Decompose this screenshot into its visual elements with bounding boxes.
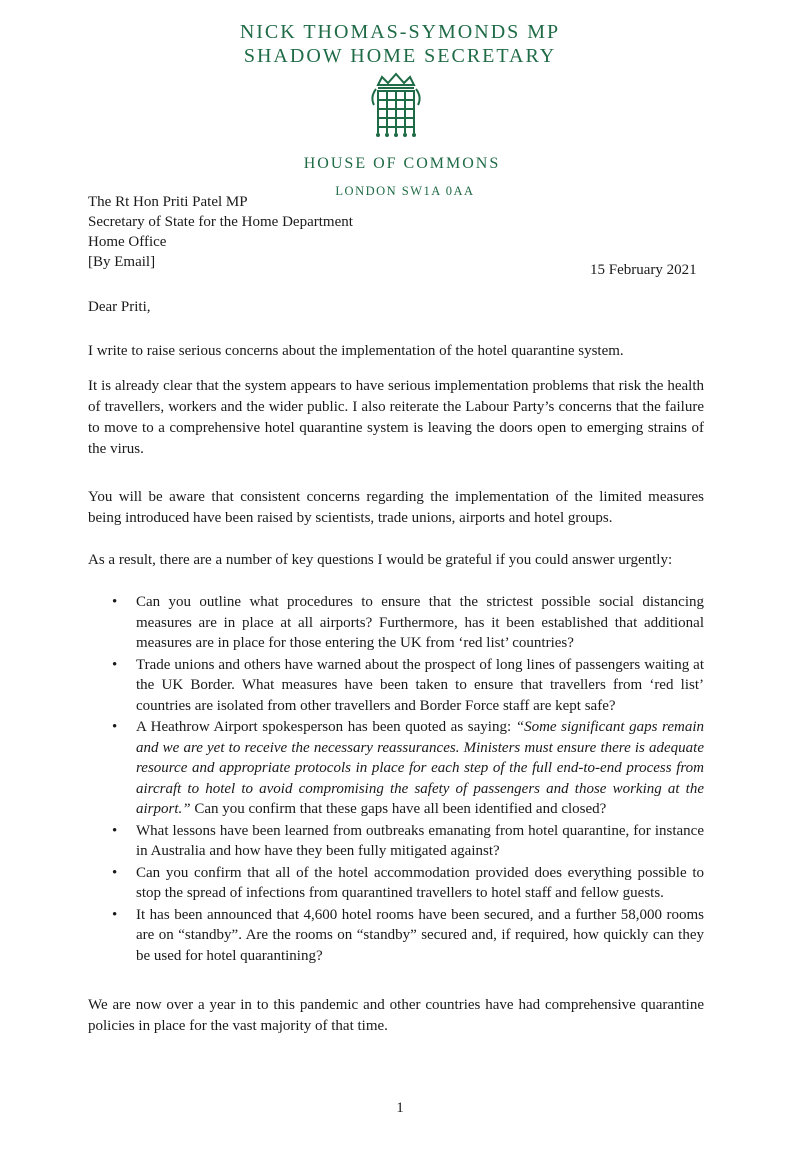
portcullis-icon [368, 71, 424, 141]
recipient-line: Home Office [88, 234, 167, 250]
question-text: Can you outline what procedures to ensure that the strictest possible social distancing measures are in place at all airports? Furthermore, has it been established that additional measures are in place for those entering the UK from ‘red list’ countries? [136, 594, 704, 651]
paragraph: We are now over a year in to this pandemic and other countries have had comprehensive quarantine policies in place for the vast majority of that time. [88, 997, 704, 1034]
letter-date: 15 February 2021 [590, 262, 697, 278]
bullet-icon: • [112, 864, 118, 881]
recipient-line: Secretary of State for the Home Department [88, 214, 353, 230]
question-text: What lessons have been learned from outbreaks emanating from hotel quarantine, for instance in Australia and how have they been fully mitigated against? [136, 822, 704, 859]
list-item [88, 592, 704, 654]
salutation: Dear Priti, [88, 299, 151, 315]
bullet-icon: • [112, 719, 118, 735]
page-number: 1 [396, 1100, 404, 1116]
list-item [88, 905, 704, 967]
question-text: Can you confirm that all of the hotel accommodation provided does everything possible to stop the spread of infections from quarantined travellers to hotel staff and fellow guests. [136, 864, 704, 901]
question-text: Trade unions and others have warned about the prospect of long lines of passengers waiting at the UK Border. What measures have been taken to ensure that travellers from ‘red list’ countries are isolated from other travellers and Border Force staff are kept safe? [136, 656, 704, 714]
paragraph: You will be aware that consistent concerns regarding the implementation of the limited measures being introduced have been raised by scientists, trade unions, airports and hotel groups. [88, 489, 704, 526]
question-text: A Heathrow Airport spokesperson has been quoted as saying: [136, 719, 516, 735]
list-item [88, 821, 704, 862]
bullet-icon: • [112, 594, 118, 610]
mp-name: NICK THOMAS-SYMONDS MP [239, 21, 561, 43]
question-text: Can you confirm that these gaps have all been identified and closed? [190, 801, 607, 817]
london-address: LONDON SW1A 0AA [335, 184, 475, 198]
paragraph: As a result, there are a number of key questions I would be grateful if you could answer urgently: [88, 552, 673, 568]
bullet-icon: • [112, 822, 118, 839]
bullet-icon: • [112, 906, 118, 923]
list-item [88, 717, 704, 820]
recipient-line: The Rt Hon Priti Patel MP [88, 194, 248, 210]
question-text: It has been announced that 4,600 hotel rooms have been secured, and a further 58,000 rooms are on “standby”. Are the rooms on “standby” secured and, if required, how quickly can they be used for hotel quarantining? [136, 906, 704, 964]
questions-list [88, 592, 704, 967]
house-of-commons: HOUSE OF COMMONS [303, 155, 501, 172]
mp-role: SHADOW HOME SECRETARY [243, 45, 557, 67]
paragraph: It is already clear that the system appears to have serious implementation problems that risk the health of travellers, workers and the wider public. I also reiterate the Labour Party’s concerns that the failure to move to a comprehensive hotel quarantine system is leaving the doors open to emerging strains of the virus. [88, 378, 704, 457]
list-item [88, 655, 704, 717]
paragraph: I write to raise serious concerns about the implementation of the hotel quarantine system. [88, 343, 624, 359]
list-item [88, 863, 704, 904]
heathrow-quote: “Some significant gaps remain and we are yet to receive the necessary reassurances. Ministers must ensure there is adequate resource and appropriate protocols in place for each step of the full end-to-end process from aircraft to hotel to avoid compromising the safety of passengers and those working at the airport.” [136, 719, 704, 817]
bullet-icon: • [112, 656, 118, 673]
recipient-line: [By Email] [88, 254, 156, 270]
recipient-address [88, 192, 353, 272]
